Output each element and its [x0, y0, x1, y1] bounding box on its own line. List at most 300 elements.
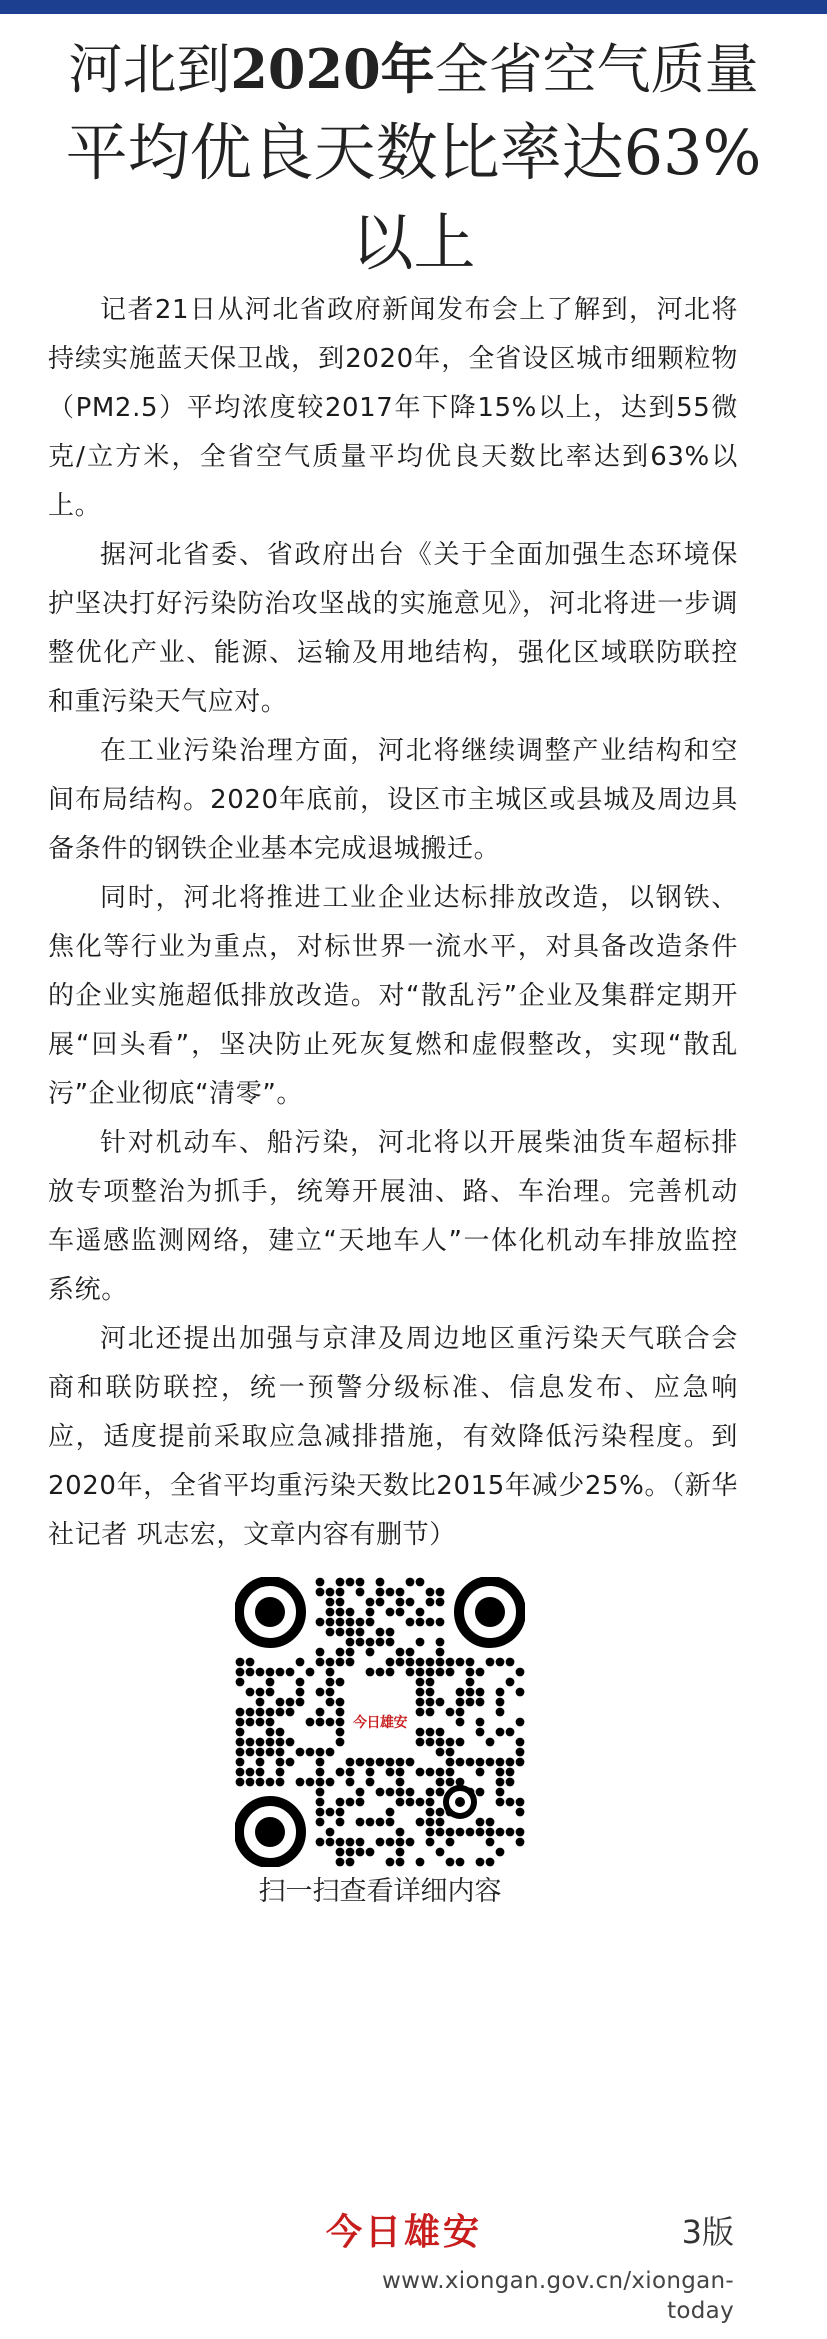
qr-module [476, 1858, 485, 1867]
qr-module [296, 1658, 305, 1667]
qr-module [326, 1628, 335, 1637]
qr-module [406, 1838, 415, 1847]
qr-module [386, 1818, 395, 1827]
qr-module [426, 1788, 435, 1797]
qr-module [366, 1818, 375, 1827]
qr-module [246, 1668, 255, 1677]
qr-module [376, 1628, 385, 1637]
qr-module [426, 1768, 435, 1777]
article-paragraph: 同时，河北将推进工业企业达标排放改造，以钢铁、焦化等行业为重点，对标世界一流水平，对具备改造条件的企业实施超低排放改造。对“散乱污”企业及集群定期开展“回头看”，坚决防止死灰复燃和虚假整改，实现“散乱污”企业彻底“清零”。 [48, 883, 738, 1109]
qr-module [246, 1768, 255, 1777]
qr-module [386, 1588, 395, 1597]
qr-module [506, 1828, 515, 1837]
qr-module [276, 1728, 285, 1737]
qr-module [256, 1698, 265, 1707]
qr-module [506, 1678, 515, 1687]
qr-module [306, 1718, 315, 1727]
qr-module [426, 1818, 435, 1827]
qr-module [436, 1778, 445, 1787]
qr-module [376, 1758, 385, 1767]
qr-module [396, 1848, 405, 1857]
qr-module [296, 1748, 305, 1757]
qr-module [396, 1588, 405, 1597]
qr-module [496, 1778, 505, 1787]
qr-module [326, 1658, 335, 1667]
qr-module [276, 1698, 285, 1707]
footer-brand-logo: 今日雄安 [326, 2211, 483, 2253]
qr-module [236, 1758, 245, 1767]
qr-module [336, 1708, 345, 1717]
qr-module [246, 1718, 255, 1727]
qr-module [256, 1758, 265, 1767]
qr-module [396, 1798, 405, 1807]
qr-module [396, 1778, 405, 1787]
qr-module [416, 1668, 425, 1677]
article-paragraph: 河北还提出加强与京津及周边地区重污染天气联合会商和联防联控，统一预警分级标准、信息发布、应急响应，适度提前采取应急减排措施，有效降低污染程度。到2020年，全省平均重污染天数比2015年减少25%。（新华社记者 巩志宏，文章内容有删节） [48, 1324, 738, 1550]
qr-module [346, 1848, 355, 1857]
qr-module [456, 1688, 465, 1697]
qr-module [496, 1728, 505, 1737]
qr-module [446, 1758, 455, 1767]
qr-module [436, 1738, 445, 1747]
qr-module [436, 1648, 445, 1657]
qr-module [466, 1668, 475, 1677]
qr-module [416, 1858, 425, 1867]
qr-module [466, 1658, 475, 1667]
qr-module [336, 1578, 345, 1587]
qr-module [356, 1788, 365, 1797]
qr-module [356, 1588, 365, 1597]
qr-module [266, 1688, 275, 1697]
qr-module [386, 1628, 395, 1637]
qr-module [296, 1698, 305, 1707]
qr-module [316, 1688, 325, 1697]
qr-module [456, 1858, 465, 1867]
article-paragraph: 在工业污染治理方面，河北将继续调整产业结构和空间布局结构。2020年底前，设区市主城区或县城及周边具备条件的钢铁企业基本完成退城搬迁。 [48, 736, 738, 864]
qr-module [506, 1758, 515, 1767]
qr-module [456, 1738, 465, 1747]
qr-module [326, 1588, 335, 1597]
qr-module [266, 1678, 275, 1687]
qr-module [316, 1588, 325, 1597]
qr-code[interactable] [235, 1577, 525, 1867]
qr-module [336, 1598, 345, 1607]
qr-module [416, 1618, 425, 1627]
qr-module [316, 1768, 325, 1777]
qr-module [326, 1688, 335, 1697]
qr-module [266, 1778, 275, 1787]
qr-module [326, 1718, 335, 1727]
qr-module [476, 1698, 485, 1707]
qr-module [366, 1758, 375, 1767]
qr-module [426, 1668, 435, 1677]
headline-line-1 [0, 32, 827, 107]
qr-module [356, 1638, 365, 1647]
qr-module [286, 1698, 295, 1707]
qr-module [336, 1728, 345, 1737]
qr-module [416, 1738, 425, 1747]
qr-module [336, 1678, 345, 1687]
article-paragraph: 记者21日从河北省政府新闻发布会上了解到，河北将持续实施蓝天保卫战，到2020年，全省设区城市细颗粒物（PM2.5）平均浓度较2017年下降15%以上，达到55微克/立方米，全省空气质量平均优良天数比率达到63%以上。 [48, 295, 738, 521]
qr-center-logo [350, 1692, 410, 1752]
qr-module [336, 1608, 345, 1617]
qr-module [336, 1848, 345, 1857]
qr-module [346, 1658, 355, 1667]
headline-line-3: 以上 [351, 206, 476, 279]
qr-module [416, 1658, 425, 1667]
qr-module [346, 1778, 355, 1787]
qr-module [256, 1778, 265, 1787]
qr-module [496, 1658, 505, 1667]
qr-module [436, 1698, 445, 1707]
qr-module [516, 1808, 525, 1817]
qr-module [386, 1838, 395, 1847]
qr-module [336, 1618, 345, 1627]
qr-module [436, 1818, 445, 1827]
qr-module [256, 1668, 265, 1677]
qr-module [316, 1788, 325, 1797]
qr-module [436, 1828, 445, 1837]
qr-module [316, 1798, 325, 1807]
headline-line-1-year: 2020年 [230, 37, 435, 101]
qr-module [406, 1788, 415, 1797]
qr-module [426, 1798, 435, 1807]
qr-module [296, 1778, 305, 1787]
qr-module [426, 1838, 435, 1847]
qr-module [276, 1668, 285, 1677]
footer-url[interactable]: www.xiongan.gov.cn/xiongan-today [382, 2268, 734, 2324]
qr-module [366, 1608, 375, 1617]
qr-module [396, 1858, 405, 1867]
qr-module [486, 1838, 495, 1847]
qr-module [476, 1788, 485, 1797]
qr-module [326, 1698, 335, 1707]
qr-module [286, 1738, 295, 1747]
qr-module [236, 1658, 245, 1667]
qr-module [516, 1838, 525, 1847]
qr-module [316, 1718, 325, 1727]
qr-module [476, 1688, 485, 1697]
qr-module [346, 1758, 355, 1767]
qr-module [496, 1848, 505, 1857]
qr-module [396, 1758, 405, 1767]
qr-module [326, 1668, 335, 1677]
qr-module [276, 1738, 285, 1747]
qr-module [426, 1728, 435, 1737]
qr-module [346, 1628, 355, 1637]
qr-module [496, 1708, 505, 1717]
qr-module [496, 1758, 505, 1767]
qr-module [366, 1598, 375, 1607]
qr-module [256, 1708, 265, 1717]
qr-module [476, 1828, 485, 1837]
qr-module [336, 1858, 345, 1867]
qr-module [366, 1668, 375, 1677]
qr-module [386, 1768, 395, 1777]
qr-module [376, 1838, 385, 1847]
top-accent-bar [0, 0, 827, 14]
qr-module [406, 1598, 415, 1607]
qr-module [426, 1678, 435, 1687]
qr-module [376, 1588, 385, 1597]
qr-module [426, 1708, 435, 1717]
qr-module [486, 1738, 495, 1747]
qr-module [436, 1668, 445, 1677]
qr-module [356, 1838, 365, 1847]
qr-module [486, 1858, 495, 1867]
qr-module [426, 1808, 435, 1817]
qr-module [316, 1778, 325, 1787]
qr-module [366, 1618, 375, 1627]
qr-module [396, 1658, 405, 1667]
qr-module [276, 1758, 285, 1767]
qr-module [366, 1648, 375, 1657]
qr-module [466, 1688, 475, 1697]
qr-module [236, 1748, 245, 1757]
qr-module [256, 1688, 265, 1697]
qr-module [406, 1668, 415, 1677]
qr-module [356, 1818, 365, 1827]
qr-module [346, 1608, 355, 1617]
qr-module [396, 1838, 405, 1847]
qr-module [436, 1788, 445, 1797]
qr-module [326, 1808, 335, 1817]
qr-module [506, 1778, 515, 1787]
qr-module [406, 1648, 415, 1657]
qr-module [416, 1578, 425, 1587]
qr-module [496, 1798, 505, 1807]
qr-module [396, 1598, 405, 1607]
qr-module [306, 1778, 315, 1787]
qr-module [326, 1678, 335, 1687]
qr-module [486, 1818, 495, 1827]
qr-module [356, 1758, 365, 1767]
qr-module [426, 1598, 435, 1607]
qr-module [266, 1708, 275, 1717]
qr-module [436, 1808, 445, 1817]
qr-module [416, 1728, 425, 1737]
qr-module [386, 1788, 395, 1797]
qr-module [516, 1668, 525, 1677]
qr-module [386, 1668, 395, 1677]
qr-module [336, 1718, 345, 1727]
qr-module [446, 1858, 455, 1867]
qr-module [436, 1848, 445, 1857]
qr-module [246, 1708, 255, 1717]
qr-module [346, 1618, 355, 1627]
qr-module [356, 1628, 365, 1637]
qr-module [236, 1708, 245, 1717]
qr-module [266, 1718, 275, 1727]
qr-caption: 扫一扫查看详细内容 [258, 1876, 502, 1907]
qr-module [336, 1658, 345, 1667]
qr-module [516, 1738, 525, 1747]
qr-module [306, 1748, 315, 1757]
qr-module [436, 1768, 445, 1777]
qr-module [246, 1748, 255, 1757]
qr-module [376, 1668, 385, 1677]
qr-module [436, 1728, 445, 1737]
qr-module [436, 1658, 445, 1667]
qr-module [446, 1708, 455, 1717]
qr-module [366, 1848, 375, 1857]
qr-module [336, 1698, 345, 1707]
article-paragraph: 针对机动车、船污染，河北将以开展柴油货车超标排放专项整治为抓手，统筹开展油、路、车治理。完善机动车遥感监测网络，建立“天地车人”一体化机动车排放监控系统。 [48, 1128, 738, 1305]
qr-module [496, 1828, 505, 1837]
qr-module [446, 1738, 455, 1747]
qr-module [346, 1798, 355, 1807]
qr-module [336, 1628, 345, 1637]
qr-module [436, 1748, 445, 1757]
footer-page-number: 3版 [681, 2213, 734, 2251]
qr-module [306, 1668, 315, 1677]
qr-module [236, 1668, 245, 1677]
qr-module [336, 1818, 345, 1827]
qr-module [406, 1618, 415, 1627]
qr-module [506, 1728, 515, 1737]
qr-module [356, 1618, 365, 1627]
qr-module [416, 1638, 425, 1647]
qr-module [496, 1698, 505, 1707]
qr-module [376, 1638, 385, 1647]
qr-module [466, 1678, 475, 1687]
qr-module [436, 1618, 445, 1627]
qr-module [316, 1618, 325, 1627]
qr-module [496, 1768, 505, 1777]
qr-module [446, 1838, 455, 1847]
qr-module [386, 1658, 395, 1667]
qr-module [396, 1648, 405, 1657]
qr-module [236, 1768, 245, 1777]
qr-module [326, 1838, 335, 1847]
qr-module [426, 1698, 435, 1707]
qr-alignment-dot [455, 1797, 465, 1807]
qr-module [446, 1778, 455, 1787]
article-body [48, 286, 738, 1560]
qr-module [236, 1728, 245, 1737]
qr-module [406, 1578, 415, 1587]
qr-module [326, 1828, 335, 1837]
qr-finder-dot [255, 1817, 285, 1847]
qr-module [396, 1828, 405, 1837]
qr-module [516, 1718, 525, 1727]
qr-module [426, 1738, 435, 1747]
qr-module [386, 1758, 395, 1767]
qr-module [316, 1708, 325, 1717]
qr-module [416, 1698, 425, 1707]
qr-module [326, 1778, 335, 1787]
qr-module [446, 1828, 455, 1837]
qr-module [236, 1718, 245, 1727]
qr-module [316, 1808, 325, 1817]
qr-module [516, 1748, 525, 1757]
qr-module [436, 1598, 445, 1607]
qr-module [296, 1688, 305, 1697]
qr-module [486, 1828, 495, 1837]
qr-module [336, 1808, 345, 1817]
qr-module [236, 1778, 245, 1787]
qr-module [516, 1798, 525, 1807]
qr-module [416, 1708, 425, 1717]
qr-module [396, 1768, 405, 1777]
qr-module [336, 1798, 345, 1807]
qr-module [516, 1758, 525, 1767]
qr-module [356, 1798, 365, 1807]
qr-module [496, 1788, 505, 1797]
qr-module [506, 1768, 515, 1777]
qr-module [416, 1768, 425, 1777]
qr-module [356, 1578, 365, 1587]
qr-module [426, 1588, 435, 1597]
qr-module [396, 1788, 405, 1797]
qr-module [356, 1848, 365, 1857]
qr-module [376, 1788, 385, 1797]
qr-module [276, 1748, 285, 1757]
qr-module [346, 1648, 355, 1657]
qr-module [266, 1738, 275, 1747]
qr-module [316, 1748, 325, 1757]
qr-module [416, 1688, 425, 1697]
qr-module [346, 1838, 355, 1847]
qr-module [386, 1858, 395, 1867]
headline-line-1-pre: 河北到 [68, 38, 231, 101]
qr-module [476, 1668, 485, 1677]
qr-module [316, 1818, 325, 1827]
qr-module [326, 1618, 335, 1627]
qr-module [256, 1768, 265, 1777]
qr-module [326, 1608, 335, 1617]
qr-module [336, 1738, 345, 1747]
qr-module [416, 1818, 425, 1827]
qr-module [366, 1778, 375, 1787]
qr-module [416, 1678, 425, 1687]
qr-module [406, 1798, 415, 1807]
qr-module [326, 1748, 335, 1757]
qr-module [376, 1578, 385, 1587]
qr-module [336, 1838, 345, 1847]
qr-module [406, 1658, 415, 1667]
qr-module [416, 1608, 425, 1617]
qr-module [396, 1608, 405, 1617]
qr-module [246, 1738, 255, 1747]
qr-module [436, 1638, 445, 1647]
qr-module [266, 1748, 275, 1757]
qr-module [496, 1688, 505, 1697]
qr-module [476, 1758, 485, 1767]
qr-module [506, 1658, 515, 1667]
qr-module [476, 1728, 485, 1737]
qr-module [296, 1678, 305, 1687]
qr-module [386, 1608, 395, 1617]
qr-module [316, 1838, 325, 1847]
qr-module [446, 1658, 455, 1667]
qr-module [246, 1658, 255, 1667]
headline-line-1-post: 全省空气质量 [434, 38, 759, 101]
qr-module [426, 1828, 435, 1837]
qr-module [316, 1578, 325, 1587]
qr-module [246, 1778, 255, 1787]
qr-module [446, 1668, 455, 1677]
qr-module [476, 1818, 485, 1827]
qr-module [456, 1698, 465, 1707]
qr-finder-dot [475, 1597, 505, 1627]
qr-module [336, 1648, 345, 1657]
qr-module [286, 1668, 295, 1677]
qr-module [486, 1758, 495, 1767]
qr-module [386, 1638, 395, 1647]
qr-module [346, 1768, 355, 1777]
qr-module [236, 1738, 245, 1747]
